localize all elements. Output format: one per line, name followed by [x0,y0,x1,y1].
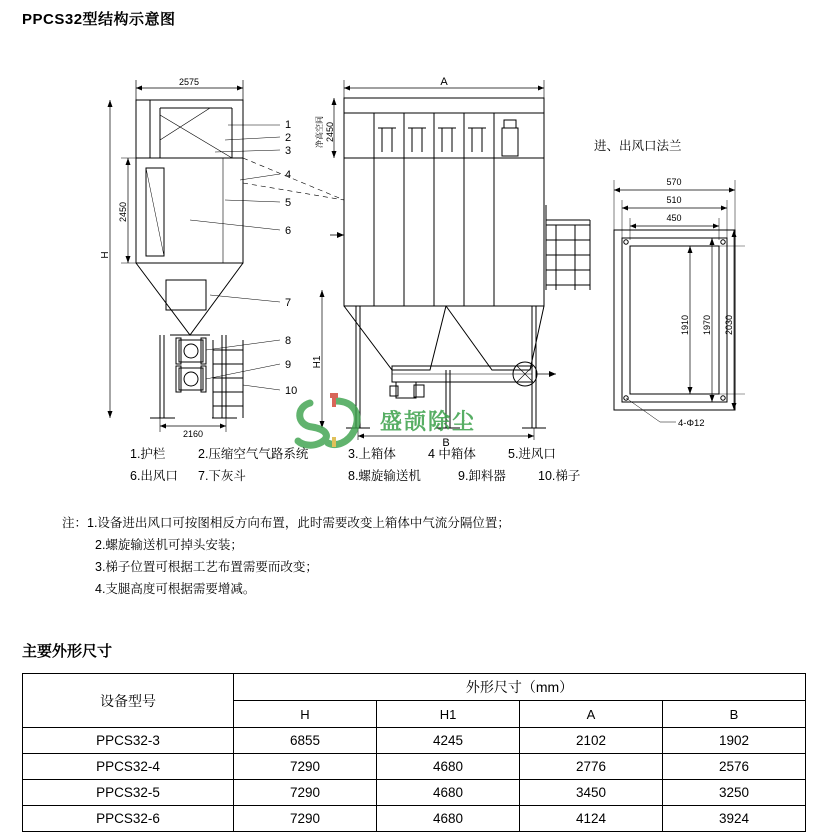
callout-9: 9 [285,359,292,371]
dim-left-height: 2450 [118,201,128,223]
flange-title: 进、出风口法兰 [594,139,682,153]
watermark-text: 盛颉除尘 [380,409,477,434]
cell-b: 1902 [663,728,806,754]
notes-block [62,512,510,600]
dim-front-upper: 2450 [325,121,335,143]
dim-H-label: H [100,251,111,259]
dim-A-label: A [440,76,448,88]
dim-front-upper-label: 净高空间 [315,116,324,148]
callout-1: 1 [285,119,292,131]
page-title: PPCS32型结构示意图 [22,11,176,28]
header-model: 设备型号 [23,674,234,728]
table-row [23,806,806,832]
column-header-h1: H1 [377,701,520,728]
note-line-3: 3.梯子位置可根据工艺布置需要而改变； [95,560,318,574]
flange-dim-2030: 2030 [724,314,734,336]
cell-a: 2102 [520,728,663,754]
callout-2: 2 [285,132,292,144]
legend [130,443,750,487]
technical-drawing [0,40,828,449]
dimensions-table [22,673,806,832]
cell-b: 2576 [663,754,806,780]
cell-model: PPCS32-3 [23,728,234,754]
cell-h1: 4680 [377,754,520,780]
legend-item-6: 6.出风口 [130,469,178,483]
legend-item-4: 4 中箱体 [428,447,476,461]
note-line-1: 注：1.设备进出风口可按图相反方向布置，此时需要改变上箱体中气流分隔位置； [62,516,510,530]
table-row [23,754,806,780]
cell-a: 3450 [520,780,663,806]
callout-8: 8 [285,335,292,347]
callout-3: 3 [285,145,292,157]
cell-h1: 4680 [377,806,520,832]
legend-item-7: 7.下灰斗 [198,469,246,483]
dim-left-bottom: 2160 [182,429,204,439]
legend-item-2: 2.压缩空气气路系统 [198,447,309,461]
legend-item-9: 9.卸料器 [458,469,506,483]
cell-model: PPCS32-6 [23,806,234,832]
cell-a: 2776 [520,754,663,780]
note-line-2: 2.螺旋输送机可掉头安装； [95,538,243,552]
flange-dim-570: 570 [666,177,682,187]
callout-5: 5 [285,197,292,209]
cell-model: PPCS32-4 [23,754,234,780]
legend-row-1 [130,443,750,465]
cell-h1: 4680 [377,780,520,806]
column-header-b: B [663,701,806,728]
legend-item-3: 3.上箱体 [348,447,396,461]
cell-b: 3250 [663,780,806,806]
dim-left-top: 2575 [178,77,200,87]
note-line-4: 4.支腿高度可根据需要增减。 [95,582,256,596]
column-header-h: H [234,701,377,728]
callout-6: 6 [285,225,292,237]
dim-H1-label: H1 [312,355,323,369]
legend-item-10: 10.梯子 [538,469,581,483]
legend-item-1: 1.护栏 [130,447,166,461]
table-header-row-1 [23,674,806,701]
flange-dim-1910: 1910 [680,314,690,336]
table-row [23,728,806,754]
cell-b: 3924 [663,806,806,832]
legend-item-8: 8.螺旋输送机 [348,469,421,483]
cell-h: 7290 [234,780,377,806]
cell-h: 6855 [234,728,377,754]
column-header-a: A [520,701,663,728]
callout-10: 10 [285,385,298,397]
cell-h1: 4245 [377,728,520,754]
legend-row-2 [130,465,750,487]
callout-7: 7 [285,297,292,309]
section-title: 主要外形尺寸 [22,643,113,660]
header-span: 外形尺寸（mm） [234,674,806,701]
cell-a: 4124 [520,806,663,832]
legend-item-5: 5.进风口 [508,447,556,461]
cell-h: 7290 [234,806,377,832]
callout-4: 4 [285,169,292,181]
flange-dim-510: 510 [666,195,682,205]
flange-dim-1970: 1970 [702,314,712,336]
cell-h: 7290 [234,754,377,780]
table-row [23,780,806,806]
flange-hole-note: 4-Φ12 [678,418,705,429]
dim-B-label: B [442,437,450,449]
cell-model: PPCS32-5 [23,780,234,806]
flange-dim-450: 450 [666,213,682,223]
